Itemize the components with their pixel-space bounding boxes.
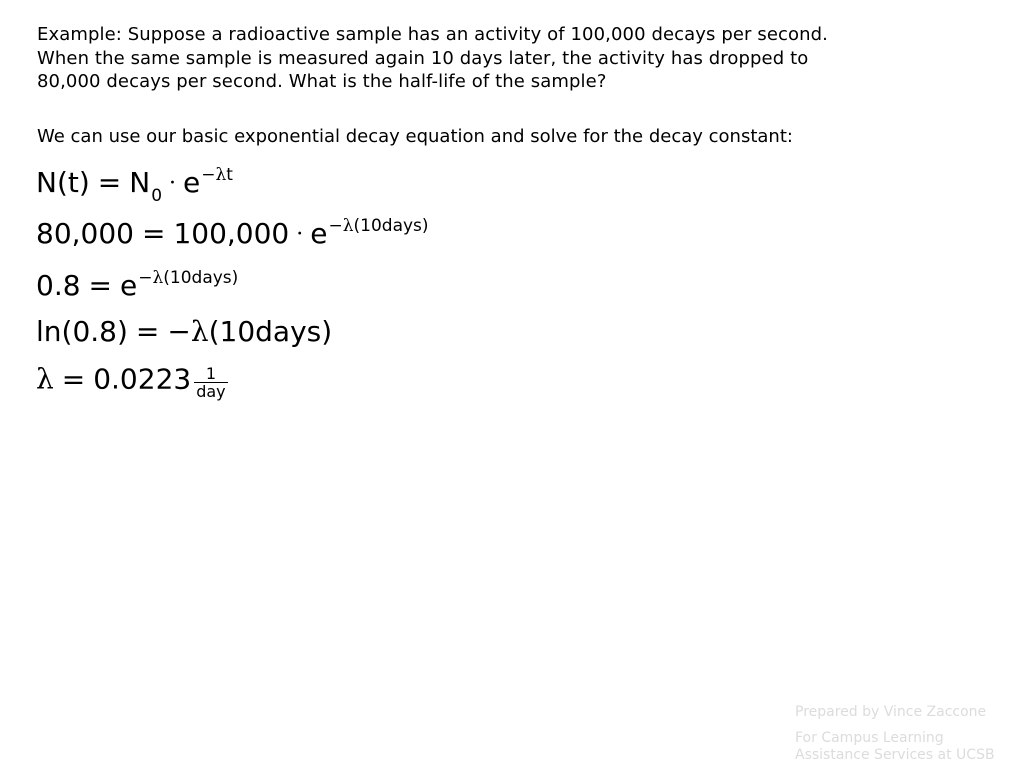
eq-lhs: 0.8: [36, 269, 81, 302]
exp-sign: −: [138, 268, 153, 288]
result-value: 0.0223: [93, 362, 192, 396]
problem-line: When the same sample is measured again 10 days later, the activity has dropped to: [37, 47, 809, 69]
fraction-numerator: 1: [194, 365, 227, 383]
minus-sign: −: [167, 315, 191, 348]
exp-lambda: λ: [342, 216, 354, 236]
credit-org-line: For Campus Learning: [795, 730, 944, 746]
exp-lambda: λ: [215, 165, 227, 185]
exp-rest: t: [226, 165, 233, 185]
lambda-symbol: λ: [190, 315, 209, 348]
exp-lambda: λ: [152, 268, 164, 288]
equation-logarithm: [36, 316, 332, 348]
eq-base: N: [129, 166, 151, 199]
fraction-denominator: day: [196, 382, 226, 401]
exp-sign: −: [201, 165, 216, 185]
problem-line: Example: Suppose a radioactive sample has an activity of 100,000 decays per second.: [37, 24, 828, 45]
exp-rest: (10days): [353, 216, 429, 236]
method-statement: We can use our basic exponential decay equation and solve for the decay constant:: [37, 126, 793, 147]
equation-ratio: [36, 270, 238, 306]
equals-sign: =: [88, 269, 112, 302]
eq-lhs: N(t): [36, 166, 90, 199]
exp-base: e: [120, 269, 138, 302]
exponent: [138, 268, 238, 288]
exp-base: e: [310, 217, 328, 250]
credit-org-line: Assistance Services at UCSB: [795, 746, 995, 763]
problem-line: 80,000 decays per second. What is the half-life of the sample?: [37, 71, 607, 92]
equation-result: [36, 362, 228, 401]
unit-fraction: [194, 365, 227, 400]
credit-organization: [795, 730, 995, 763]
exp-base: e: [183, 166, 201, 199]
exp-rest: (10days): [163, 268, 239, 288]
lambda-symbol: λ: [36, 362, 54, 396]
eq-subscript: 0: [151, 186, 163, 206]
equals-sign: =: [135, 315, 160, 348]
exponent: [328, 216, 428, 236]
eq-lhs: ln(0.8): [36, 315, 128, 348]
problem-statement: [37, 23, 997, 94]
multiply-dot: ·: [296, 222, 304, 247]
equation-substituted: [36, 218, 429, 254]
equals-sign: =: [61, 362, 86, 396]
equation-decay-law: [36, 165, 233, 206]
exp-sign: −: [328, 216, 343, 236]
equals-sign: =: [97, 166, 122, 199]
exponent: [201, 165, 233, 185]
eq-rest: (10days): [208, 315, 333, 348]
credit-author: Prepared by Vince Zaccone: [795, 704, 987, 720]
multiply-dot: ·: [169, 171, 177, 196]
eq-mid: 100,000: [173, 217, 290, 250]
equals-sign: =: [141, 217, 166, 250]
eq-lhs: 80,000: [36, 217, 134, 250]
